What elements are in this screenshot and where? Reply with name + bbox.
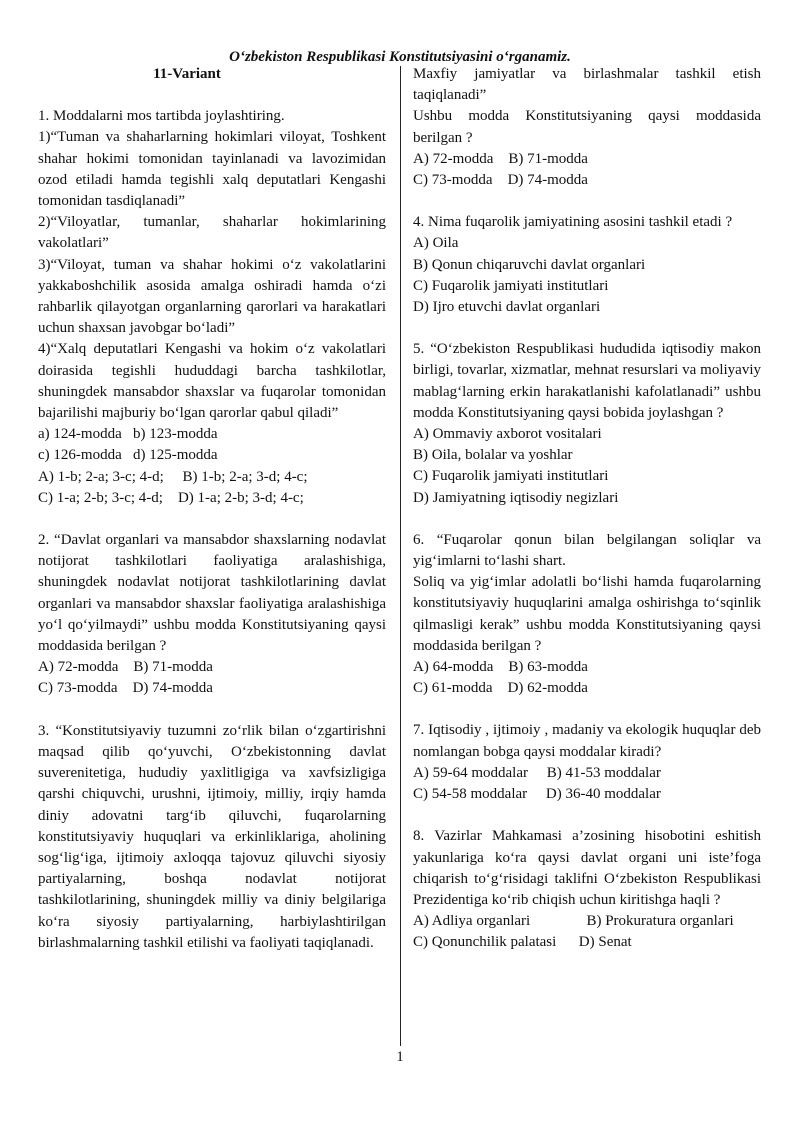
question-4-text: 4. Nima fuqarolik jamiyatining asosini tashkil etadi ? [413,214,733,231]
question-2-options-ab: A) 72-modda B) 71-modda [38,659,213,676]
page-number: 1 [396,1049,404,1065]
right-column [413,64,761,954]
question-4-option-c: C) Fuqarolik jamiyati institutlari [413,277,609,294]
question-7-options-ab: A) 59-64 moddalar B) 41-53 moddalar [413,764,661,781]
question-1-articles-ab: a) 124-modda b) 123-modda [38,426,218,443]
question-5-option-d: D) Jamiyatning iqtisodiy negizlari [413,489,619,506]
question-1-item-4: 4)“Xalq deputatlari Kengashi va hokim o‘z vakolatlari doirasida tegishli hududdagi barcha tashkilotlar, shuningdek mansabdor shaxslar va fuqarolar tomonidan bajarilishi majburiy bo‘lgan qarorlar qabul qiladi” [38,341,386,422]
question-4-option-a: A) Oila [413,235,459,252]
question-3-options-ab: A) 72-modda B) 71-modda [413,150,588,167]
question-8-options-ab: A) Adliya organlari B) Prokuratura organlari [413,913,734,930]
question-1-item-3: 3)“Viloyat, tuman va shahar hokimi o‘z vakolatlarini yakkaboshchilik asosida amalga oshiradi hamda o‘zi rahbarlik qilayotgan organlarning qarorlari va harakatlari uchun shaxsan javobgar bo‘ladi” [38,256,386,337]
question-1-options-cd: C) 1-a; 2-b; 3-c; 4-d; D) 1-a; 2-b; 3-d; 4-c; [38,489,304,506]
question-3-options-cd: C) 73-modda D) 74-modda [413,172,588,189]
question-5-text: 5. “O‘zbekiston Respublikasi hududida iqtisodiy makon birligi, tovarlar, xizmatlar, mehnat resurslari va moliyaviy mablag‘larning erkin harakatlanishi kafolatlanadi” ushbu modda Konstitutsiyaning qaysi bobida joylashgan ? [413,341,761,421]
question-6-text-1: 6. “Fuqarolar qonun bilan belgilangan soliqlar va yig‘imlarni to‘lashi shart. [413,531,761,570]
question-6-options-ab: A) 64-modda B) 63-modda [413,659,588,676]
question-6-options-cd: C) 61-modda D) 62-modda [413,680,588,697]
question-8-options-cd: C) Qonunchilik palatasi D) Senat [413,934,632,951]
question-3-continuation: Maxfiy jamiyatlar va birlashmalar tashkil etish taqiqlanadi” [413,66,761,104]
left-column [38,64,386,954]
question-5-option-c: C) Fuqarolik jamiyati institutlari [413,468,609,485]
question-6-text-2: Soliq va yig‘imlar adolatli bo‘lishi hamda fuqarolarning konstitutsiyaviy huquqlarini amalga oshirishga to‘sqinlik qilmasligi kerak” ushbu modda Konstitutsiyaning qaysi moddasida berilgan ? [413,574,761,654]
question-2-text: 2. “Davlat organlari va mansabdor shaxslarning nodavlat notijorat tashkilotlari faoliyatiga aralashishiga, shuningdek nodavlat notijorat tashkilotlarining davlat organlari va mansabdor shaxslar faoliyatiga aralashishiga yo‘l qo‘yilmaydi” ushbu modda Konstitutsiyaning qaysi moddasida berilgan ? [38,532,386,655]
page-title: O‘zbekiston Respublikasi Konstitutsiyasini o‘rganamiz. [229,49,571,65]
question-1-item-2: 2)“Viloyatlar, tumanlar, shaharlar hokimlarining vakolatlari” [38,214,386,252]
question-3-ask: Ushbu modda Konstitutsiyaning qaysi moddasida berilgan ? [413,108,761,146]
question-8-text: 8. Vazirlar Mahkamasi a’zosining hisobotini eshitish yakunlariga ko‘ra qaysi davlat organi uni iste’foga chiqarish to‘g‘risidagi taklifni O‘zbekiston Respublikasi Prezidentiga ko‘rib chiqish uchun kiritishga haqli ? [413,828,761,908]
question-5-option-b: B) Oila, bolalar va yoshlar [413,447,573,464]
question-7-text: 7. Iqtisodiy , ijtimoiy , madaniy va ekologik huquqlar deb nomlangan bobga qaysi moddalar kiradi? [413,722,761,760]
question-2-options-cd: C) 73-modda D) 74-modda [38,680,213,697]
question-4-option-d: D) Ijro etuvchi davlat organlari [413,299,601,316]
question-1-item-1: 1)“Tuman va shaharlarning hokimlari viloyat, Toshkent shahar hokimi tomonidan tayinlanadi va lavozimidan ozod etiladi hamda tegishli xalq deputatlari Kengashi tomonidan tasdiqlanadi” [38,129,386,210]
question-7-options-cd: C) 54-58 moddalar D) 36-40 moddalar [413,786,661,803]
question-1-title: 1. Moddalarni mos tartibda joylashtiring. [38,108,285,125]
variant-label: 11-Variant [153,66,221,82]
column-divider [400,66,401,1046]
question-3-text: 3. “Konstitutsiyaviy tuzumni zo‘rlik bilan o‘zgartirishni maqsad qilib qo‘yuvchi, O‘zbekistonning davlat suverenitetiga, hududiy yaxlitligiga va xavfsizligiga qarshi chiquvchi, urushni, ijtimoiy, milliy, irqiy hamda diniy adovatni targ‘ib qiluvchi, fuqarolarning konstitutsiyaviy huquqlari va erkinliklariga, aholining sog‘lig‘iga, ijtimoiy axloqqa tajovuz qiluvchi siyosiy partiyalarning, boshqa nodavlat notijorat tashkilotlarining, shuningdek milliy va diniy belgilariga ko‘ra siyosiy partiyalarning, harbiylashtirilgan birlashmalarning tashkil etilishi va faoliyati taqiqlanadi. [38,722,386,951]
question-1-articles-cd: c) 126-modda d) 125-modda [38,447,218,464]
question-1-options-ab: A) 1-b; 2-a; 3-c; 4-d; B) 1-b; 2-a; 3-d; 4-c; [38,468,308,485]
question-4-option-b: B) Qonun chiqaruvchi davlat organlari [413,256,646,273]
question-5-option-a: A) Ommaviy axborot vositalari [413,426,602,443]
